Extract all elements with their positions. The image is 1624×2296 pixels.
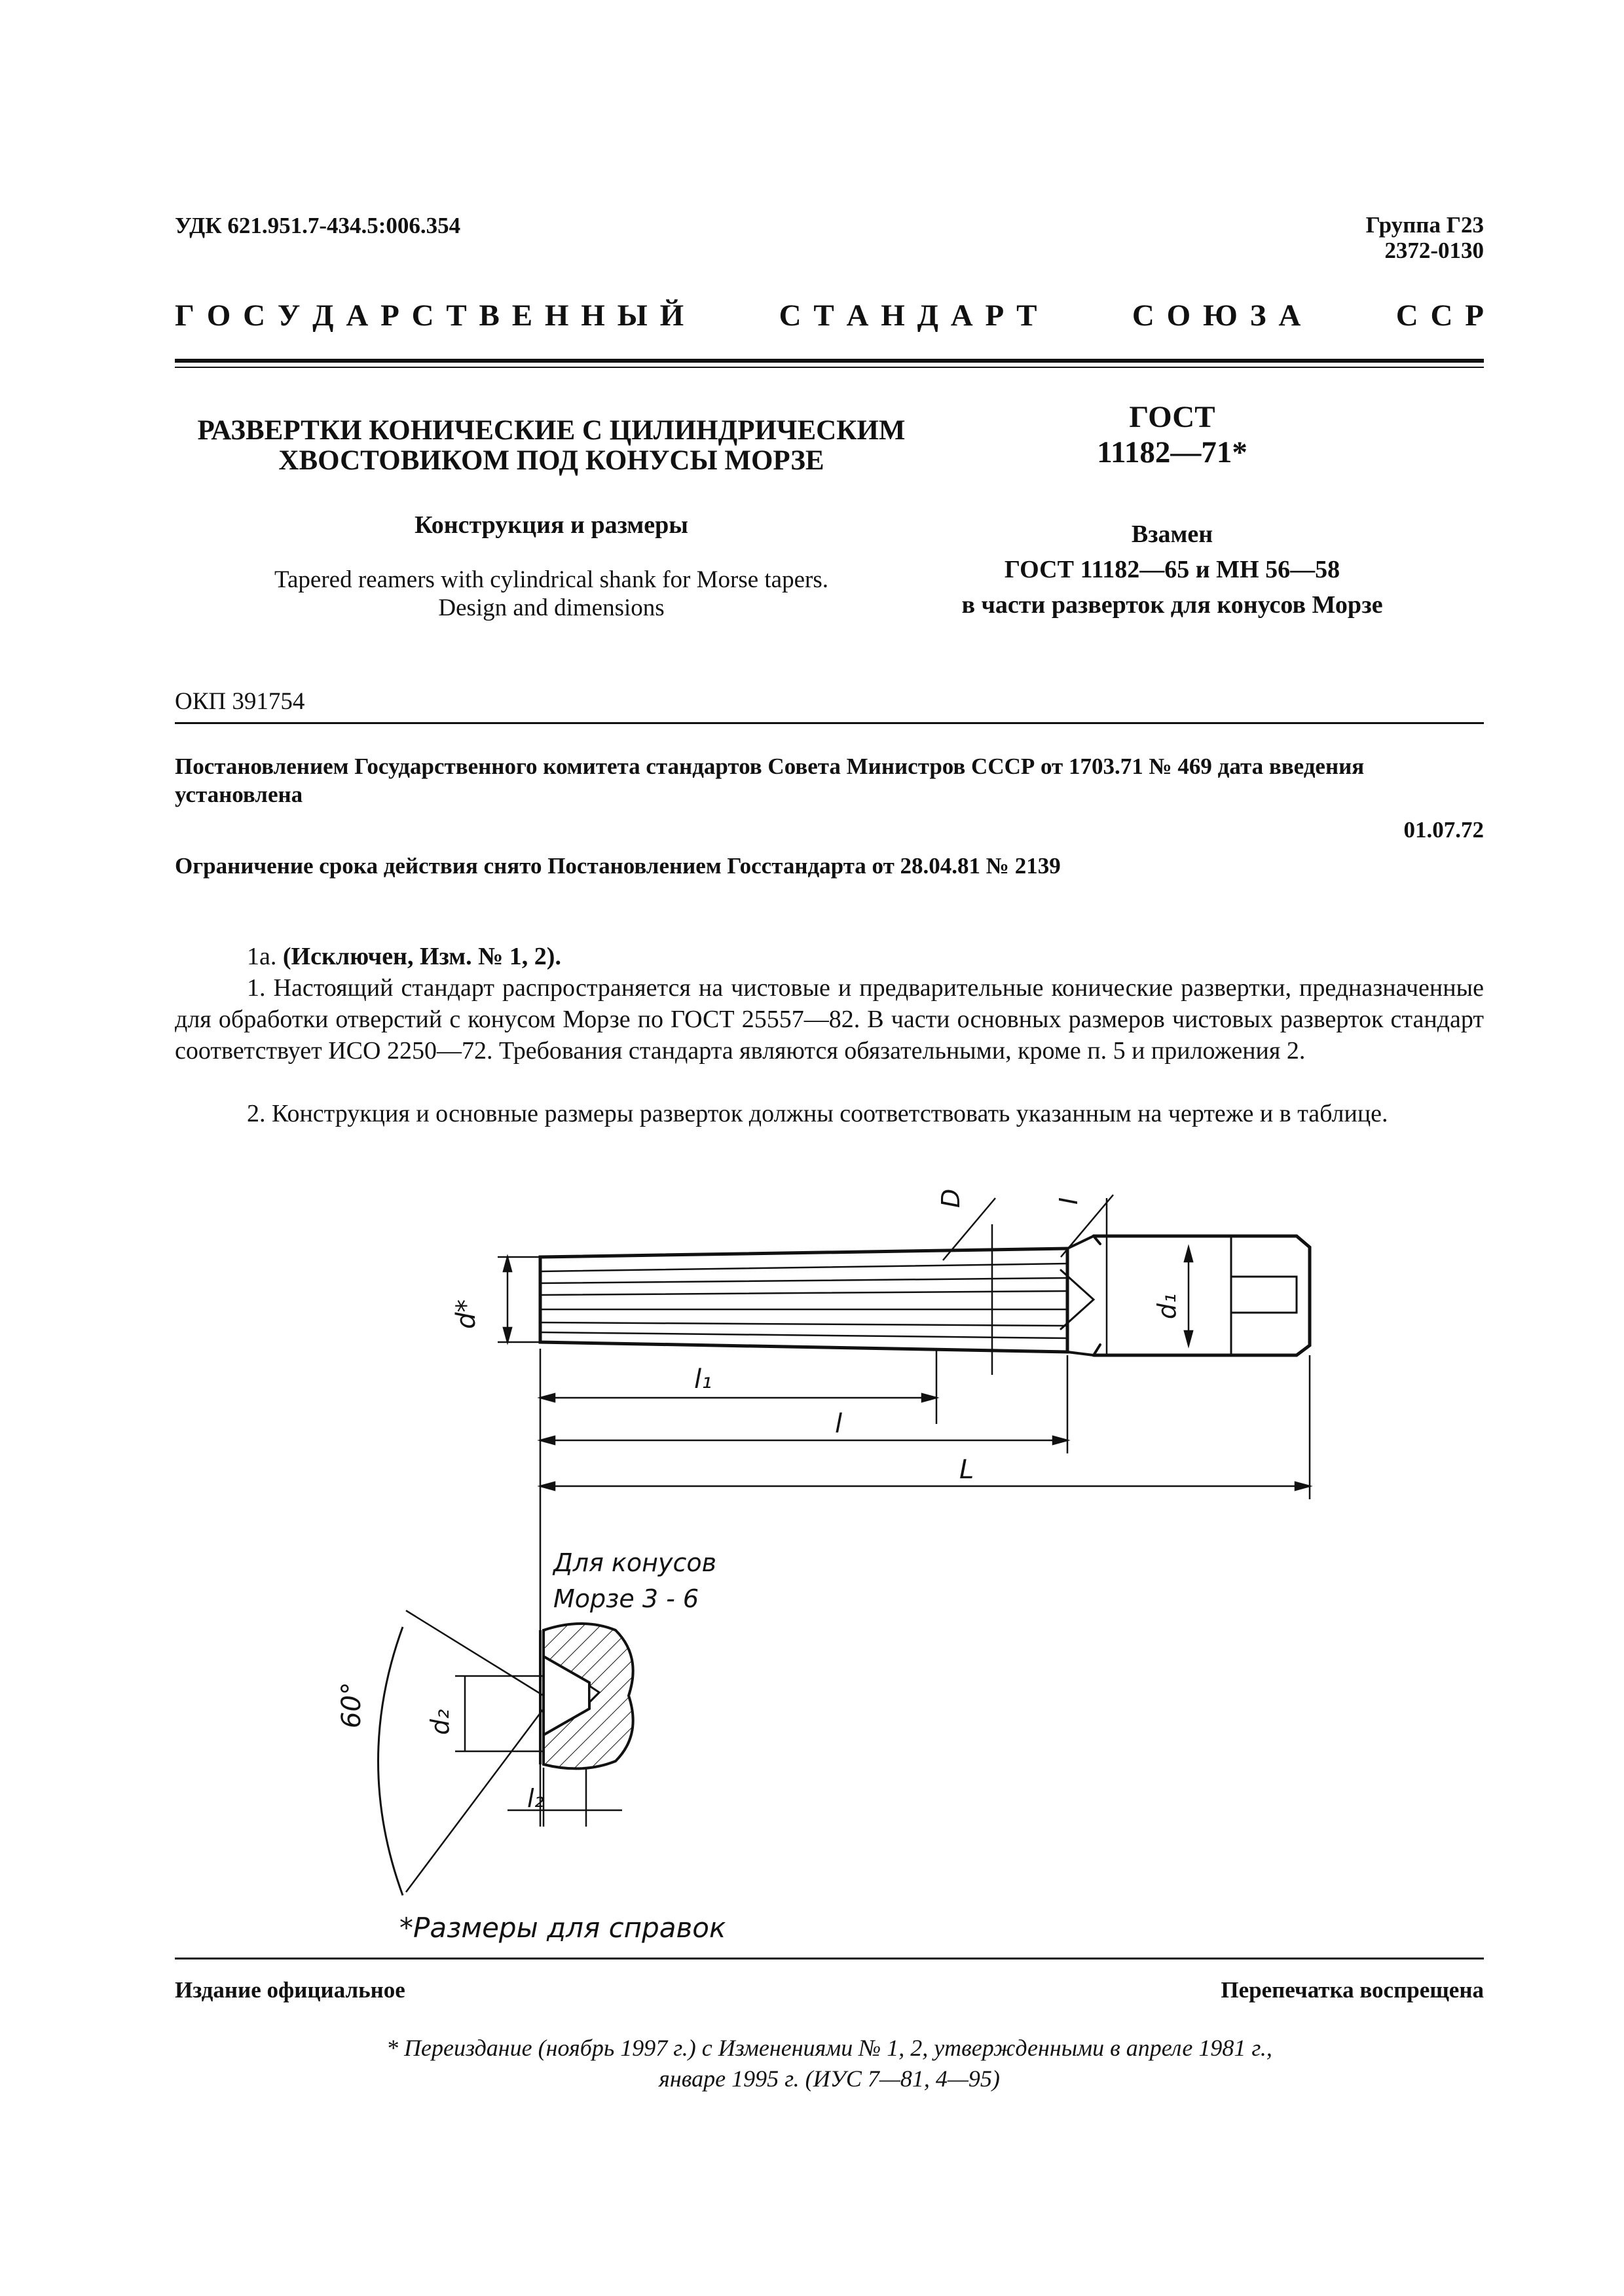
morse-note-line-2: Морзе 3 - 6 — [553, 1584, 699, 1613]
banner-word: С О Ю З А — [1132, 299, 1301, 333]
title-line: РАЗВЕРТКИ КОНИЧЕСКИЕ С ЦИЛИНДРИЧЕСКИМ — [197, 415, 906, 446]
label-I: I — [1054, 1197, 1083, 1205]
banner-word: С Т А Н Д А Р Т — [779, 299, 1037, 333]
label-L: L — [959, 1455, 974, 1485]
udk-code: УДК 621.951.7-434.5:006.354 — [175, 213, 461, 238]
label-angle: 60° — [337, 1682, 367, 1728]
header-rule-thick — [175, 359, 1484, 363]
gost-number: 11182—71* — [1097, 435, 1247, 470]
center-hole-detail — [378, 1611, 633, 1895]
gost-number-block — [943, 399, 1401, 470]
okstu-code: 2372-0130 — [1384, 237, 1484, 263]
header-rule-thin — [175, 367, 1484, 368]
reissue-note — [175, 2033, 1484, 2094]
label-d1: d₁ — [1153, 1293, 1181, 1319]
label-D: D — [936, 1188, 965, 1208]
limit-note: Ограничение срока действия снято Постановлением Госстандарта от 28.04.81 № 2139 — [175, 853, 1061, 879]
reference-note: *Размеры для справок — [399, 1912, 726, 1944]
replaces-value: ГОСТ 11182—65 и МН 56—58 — [1004, 555, 1340, 583]
reissue-line: * Переиздание (ноябрь 1997 г.) с Изменениями № 1, 2, утвержденными в апреле 1981 г., — [386, 2035, 1272, 2061]
english-title — [175, 566, 928, 622]
replaces-block — [943, 517, 1401, 623]
paragraph-1a — [175, 941, 1484, 972]
english-title-line: Design and dimensions — [438, 594, 665, 621]
footer-rule — [175, 1958, 1484, 1959]
banner-word: С С Р — [1395, 299, 1484, 333]
group-code — [1366, 213, 1484, 263]
standard-banner — [175, 298, 1484, 333]
okp-rule — [175, 722, 1484, 724]
paragraph-number: 1а. — [247, 943, 277, 970]
paragraph-1: 1. Настоящий стандарт распространяется на чистовые и предварительные конические развертки, предназначенные для обработки отверстий с конусом Морзе по ГОСТ 25557—82. В части основных размеров чистовых разверток стандарт соответствует ИСО 2250—72. Требования стандарта являются обязательными, кроме п. 5 и приложения 2. — [175, 974, 1484, 1065]
gost-label: ГОСТ — [1129, 400, 1215, 434]
morse-note-line-1: Для конусов — [553, 1548, 716, 1577]
english-title-line: Tapered reamers with cylindrical shank for Morse tapers. — [274, 566, 829, 593]
okp-code: ОКП 391754 — [175, 688, 305, 715]
drawing-labels — [337, 1189, 1181, 1813]
document-subtitle: Конструкция и размеры — [415, 511, 688, 539]
title-line: ХВОСТОВИКОМ ПОД КОНУСЫ МОРЗЕ — [278, 445, 824, 477]
reamer-drawing — [337, 1159, 1349, 1899]
official-edition: Издание официальное — [175, 1977, 405, 2003]
decree-date: 01.07.72 — [1403, 817, 1484, 843]
document-title — [175, 416, 928, 477]
label-l: l — [835, 1409, 843, 1439]
replaces-label: Взамен — [1131, 520, 1213, 548]
label-l2: l₂ — [527, 1784, 544, 1813]
reissue-line: январе 1995 г. (ИУС 7—81, 4—95) — [659, 2065, 1000, 2092]
paragraph-2: 2. Конструкция и основные размеры разверток должны соответствовать указанным на чертеже и в таблице. — [247, 1100, 1388, 1127]
decree-text: Постановлением Государственного комитета стандартов Совета Министров СССР от 1703.71 № 469 дата введения установлена — [175, 754, 1365, 807]
banner-word: Г О С У Д А Р С Т В Е Н Н Ы Й — [175, 299, 684, 333]
paragraph-text: (Исключен, Изм. № 1, 2). — [282, 943, 561, 970]
reprint-prohibited: Перепечатка воспрещена — [1221, 1977, 1484, 2003]
label-l1: l₁ — [694, 1364, 712, 1394]
group-label: Группа Г23 — [1365, 212, 1484, 238]
replaces-scope: в части разверток для конусов Морзе — [961, 591, 1383, 619]
reamer-body — [540, 1236, 1310, 1355]
label-d-star: d* — [451, 1299, 481, 1329]
label-d2: d₂ — [426, 1709, 454, 1735]
